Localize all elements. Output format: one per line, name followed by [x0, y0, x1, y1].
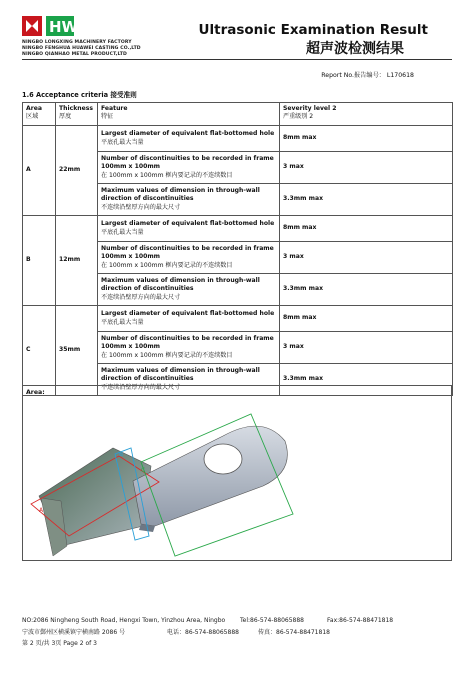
feature-text-en: Largest diameter of equivalent flat-bottomed hole — [101, 310, 275, 318]
table-row — [23, 306, 453, 332]
thickness-cell: 12mm — [56, 216, 98, 306]
header-thickness: Thickness 厚度 — [56, 103, 98, 126]
svg-text:HW: HW — [49, 18, 79, 36]
footer-fax-zh: 传真：86-574-88471818 — [258, 629, 330, 636]
area-figure-box — [22, 385, 452, 561]
area-c-label: C — [141, 467, 146, 474]
feature-text-zh: 不连续沿壁厚方向的最大尺寸 — [101, 383, 181, 391]
severity-value-cell: 3 max — [280, 152, 453, 184]
footer-line-en — [22, 617, 452, 626]
thickness-cell: 22mm — [56, 126, 98, 216]
header-divider — [22, 59, 452, 60]
footer-line-zh — [22, 627, 452, 636]
severity-value-cell: 8mm max — [280, 126, 453, 152]
feature-cell — [98, 306, 280, 332]
feature-text-en: Number of discontinuities to be recorded in frame 100mm x 100mm — [101, 155, 274, 171]
feature-text-en: Maximum values of dimension in through-wall direction of discontinuities — [101, 277, 260, 293]
footer-fax-en: Fax:86-574-88471818 — [327, 617, 394, 624]
feature-cell — [98, 184, 280, 216]
feature-cell — [98, 216, 280, 242]
severity-value-cell: 3.3mm max — [280, 274, 453, 306]
feature-cell — [98, 274, 280, 306]
severity-value-cell: 3 max — [280, 332, 453, 364]
area-a-label: A — [39, 507, 44, 514]
page-number: 第 2 页/共 3页 Page 2 of 3 — [22, 640, 97, 647]
table-header-row — [23, 103, 453, 126]
company-name-2: NINGBO FENGHUA HUAWEI CASTING CO.,LTD — [22, 46, 141, 51]
feature-text-zh: 平底孔最大当量 — [101, 138, 144, 146]
feature-cell — [98, 242, 280, 274]
area-cell: C — [23, 306, 56, 396]
footer-address-zh: 宁波市鄞州区横溪镇宁横南路 2086 号 — [22, 629, 126, 636]
severity-value-cell: 8mm max — [280, 216, 453, 242]
feature-text-en: Largest diameter of equivalent flat-bottomed hole — [101, 220, 275, 228]
feature-text-en: Maximum values of dimension in through-wall direction of discontinuities — [101, 367, 260, 383]
severity-value-cell: 8mm max — [280, 306, 453, 332]
document-title-en: Ultrasonic Examination Result — [198, 22, 428, 38]
feature-text-en: Largest diameter of equivalent flat-bottomed hole — [101, 130, 275, 138]
company-name-1: NINGBO LONGXING MACHINERY FACTORY — [22, 40, 132, 45]
section-title: 1.6 Acceptance criteria 接受准则 — [22, 91, 137, 99]
feature-text-zh: 在 100mm x 100mm 框内要记录的不连续数目 — [101, 351, 233, 359]
feature-text-zh: 在 100mm x 100mm 框内要记录的不连续数目 — [101, 171, 233, 179]
company-logo — [22, 14, 102, 38]
part-drawing — [23, 383, 451, 560]
header-feature: Feature 特征 — [98, 103, 280, 126]
feature-cell — [98, 152, 280, 184]
severity-value-cell: 3.3mm max — [280, 364, 453, 396]
footer-tel-zh: 电话：86-574-88065888 — [167, 629, 239, 636]
part-eye-hole — [204, 444, 242, 474]
report-number: Report No.报告编号： L170618 — [321, 72, 414, 79]
header-area: Area 区域 — [23, 103, 56, 126]
table-row — [23, 216, 453, 242]
feature-text-zh: 不连续沿壁厚方向的最大尺寸 — [101, 293, 181, 301]
part-plate — [133, 426, 287, 526]
feature-text-zh: 在 100mm x 100mm 框内要记录的不连续数目 — [101, 261, 233, 269]
feature-text-zh: 平底孔最大当量 — [101, 318, 144, 326]
feature-text-en: Maximum values of dimension in through-wall direction of discontinuities — [101, 187, 260, 203]
feature-cell — [98, 126, 280, 152]
company-name-3: NINGBO QIANHAO METAL PRODUCT,LTD — [22, 52, 127, 57]
table-row — [23, 126, 453, 152]
header-severity: Severity level 2 严重级别 2 — [280, 103, 453, 126]
severity-value-cell: 3.3mm max — [280, 184, 453, 216]
footer-address-en: NO:2086 Ningheng South Road, Hengxi Town, Yinzhou Area, Ningbo — [22, 617, 226, 624]
area-cell: B — [23, 216, 56, 306]
severity-value-cell: 3 max — [280, 242, 453, 274]
feature-text-en: Number of discontinuities to be recorded in frame 100mm x 100mm — [101, 335, 274, 351]
area-cell: A — [23, 126, 56, 216]
footer-tel-en: Tel:86-574-88065888 — [240, 617, 304, 624]
thickness-cell: 35mm — [56, 306, 98, 396]
area-b-label: B — [119, 451, 124, 458]
area-label: Area: — [26, 389, 45, 396]
acceptance-criteria-table — [22, 102, 453, 396]
document-title-zh: 超声波检测结果 — [306, 41, 404, 57]
feature-cell — [98, 332, 280, 364]
feature-text-zh: 平底孔最大当量 — [101, 228, 144, 236]
feature-text-zh: 不连续沿壁厚方向的最大尺寸 — [101, 203, 181, 211]
feature-text-en: Number of discontinuities to be recorded in frame 100mm x 100mm — [101, 245, 274, 261]
